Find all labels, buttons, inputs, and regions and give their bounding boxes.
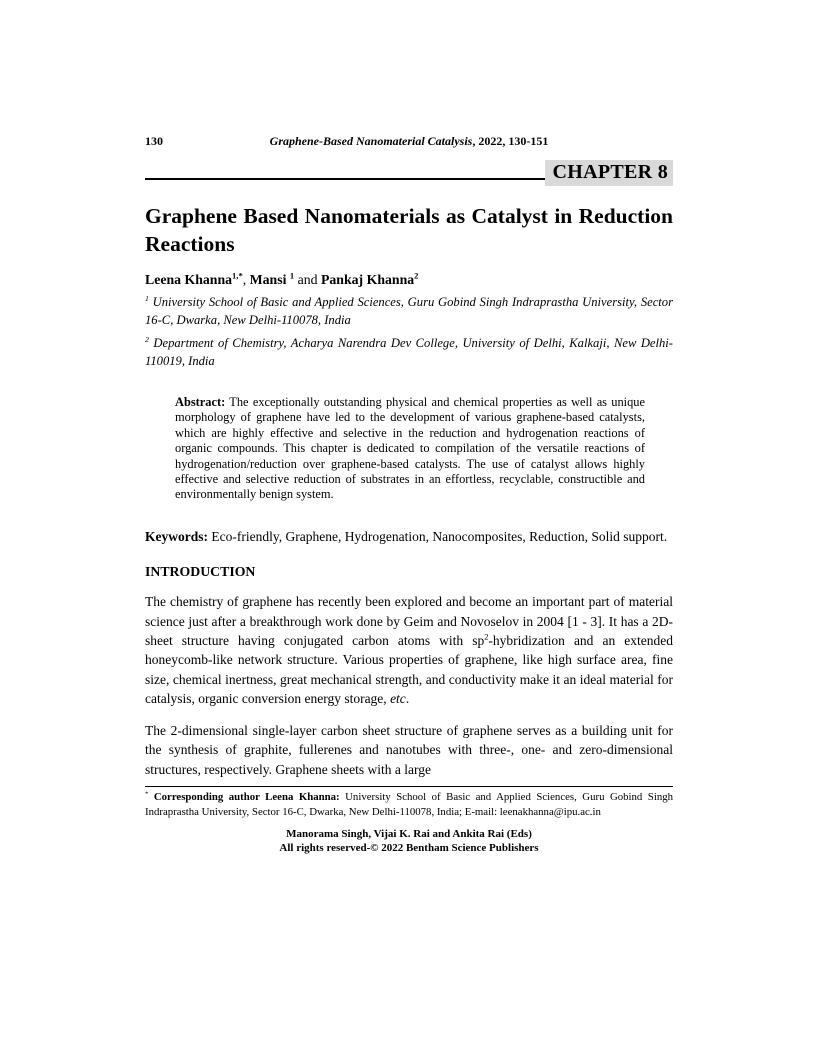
- keywords: [145, 527, 673, 546]
- author-1-superscript: 1,*: [232, 270, 243, 281]
- author-2: Mansi $^1$: [249, 270, 295, 287]
- page-content: [145, 134, 673, 855]
- affiliation-1: $^1$ University School of Basic and Applied Sciences, Guru Gobind Singh Indraprastha University, Sector 16-C, Dwarka, New Delhi-110078, India: [145, 293, 673, 327]
- footer-editors: Manorama Singh, Vijai K. Rai and Ankita Rai (Eds): [286, 828, 532, 841]
- author-line: Leena Khanna$^{1,*}$, Mansi $^1$ and Pankaj Khanna$^2$: [145, 270, 419, 287]
- header-rule: [145, 178, 545, 180]
- footnote-text: University School of Basic and Applied Sciences, Guru Gobind Singh Indraprastha University, Sector 16-C, Dwarka, New Delhi-110078, India; E-mail: leenakhanna@ipu.ac.in: [145, 790, 674, 818]
- section-heading-introduction: INTRODUCTION: [145, 564, 256, 580]
- book-footer: [145, 827, 673, 855]
- page-number: 130: [145, 134, 163, 148]
- footer-copyright: All rights reserved-© 2022 Bentham Science Publishers: [279, 842, 539, 855]
- body-paragraph-2: The 2-dimensional single-layer carbon sheet structure of graphene serves as a building unit for the synthesis of graphite, fullerenes and nanotubes with three-, one- and zero-dimensional structures, respectively. Graphene sheets with a large: [145, 722, 673, 777]
- running-title: Graphene-Based Nanomaterial Catalysis, 2022, 130-151: [269, 134, 549, 148]
- body-paragraph-1: The chemistry of graphene has recently been explored and become an important part of material science just after a breakthrough work done by Geim and Novoselov in 2004 [1 - 3]. It has a 2D-sheet structure having conjugated carbon atoms with $sp^2$-hybridization and an extended honeycomb-like network structure. Various properties of graphene, like high surface area, fine size, chemical inertness, great mechanical strength, and conductivity make it an ideal material for catalysis, organic conversion energy storage, etc.: [145, 594, 673, 707]
- corresponding-author-footnote: [145, 790, 673, 819]
- chapter-rule-row: [145, 160, 673, 186]
- keywords-label: Keywords:: [145, 528, 208, 544]
- affiliation-2-marker: 2: [145, 334, 149, 344]
- abstract-text: The exceptionally outstanding physical and chemical properties as well as unique morphology of graphene have led to the development of various graphene-based catalysts, which are highly effective and selective in the reduction and hydrogenation reactions of organic compounds. This chapter is dedicated to compilation of the versatile reactions of hydrogenation/reduction over graphene-based catalysts. The use of catalyst allows highly effective and selective reduction of substrates in an effortless, recyclable, constructible and environmentally benign system.: [175, 395, 646, 502]
- author-1: Leena Khanna$^{1,*}$: [145, 270, 243, 287]
- keywords-text: Eco-friendly, Graphene, Hydrogenation, Nanocomposites, Reduction, Solid support.: [211, 528, 668, 544]
- footnote-rule: [145, 786, 673, 787]
- abstract: [175, 395, 645, 503]
- footnote-marker: *: [145, 790, 149, 798]
- running-header: [145, 134, 673, 148]
- abstract-label: Abstract:: [175, 395, 226, 409]
- chapter-badge: CHAPTER 8: [545, 160, 673, 186]
- author-3: Pankaj Khanna$^2$: [320, 270, 419, 287]
- sp2-superscript: 2: [484, 632, 489, 642]
- article-title: Graphene Based Nanomaterials as Catalyst in Reduction Reactions: [145, 204, 673, 256]
- author-3-superscript: 2: [414, 270, 419, 281]
- affiliation-2: $^2$ Department of Chemistry, Acharya Narendra Dev College, University of Delhi, Kalkaji, New Delhi-110019, India: [145, 334, 673, 368]
- author-2-superscript: 1: [289, 270, 295, 281]
- affiliation-1-marker: 1: [145, 293, 149, 303]
- footnote-label: Corresponding author Leena Khanna:: [153, 790, 340, 803]
